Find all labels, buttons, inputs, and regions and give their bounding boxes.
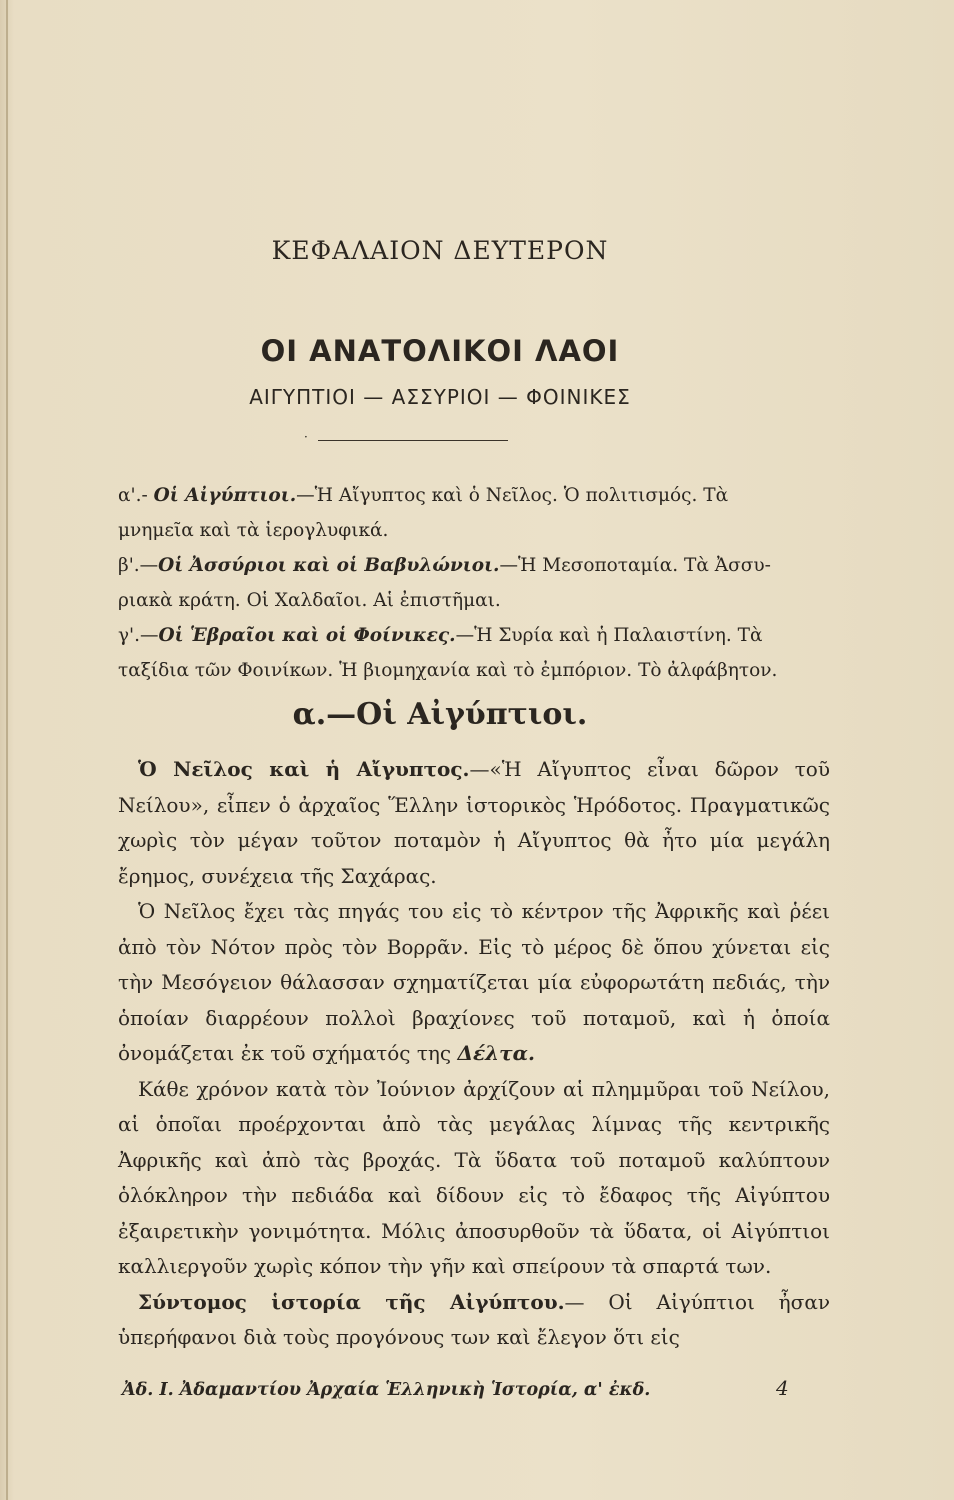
summary-c-text-2: ταξίδια τῶν Φοινίκων. Ἡ βιομηχανία καὶ τὸ ἐμπόριον. Τὸ ἀλφάβητον.: [118, 660, 778, 681]
summary-a-text-1: —Ἡ Αἴγυπτος καὶ ὁ Νεῖλος. Ὁ πολιτισμός. Τὰ: [296, 485, 729, 506]
paragraph-2: [118, 894, 830, 1072]
summary-item-b: [118, 548, 828, 618]
footer-signature: Ἀδ. Ι. Ἀδαμαντίου Ἀρχαία Ἑλληνικὴ Ἱστορία, α' ἐκδ.: [122, 1380, 651, 1400]
paragraph-3: [118, 1072, 830, 1285]
section-heading: α.—Οἱ Αἰγύπτιοι.: [292, 697, 588, 732]
paragraph-1-head: Ὁ Νεῖλος καὶ ἡ Αἴγυπτος.: [138, 757, 470, 781]
paragraph-2-emph: Δέλτα.: [457, 1041, 535, 1065]
paragraph-2-text: Ὁ Νεῖλος ἔχει τὰς πηγάς του εἰς τὸ κέντρον τῆς Ἀφρικῆς καὶ ῥέει ἀπὸ τὸν Νότον πρὸς τὸν Βορρᾶν. Εἰς τὸ μέρος δὲ ὅπου χύνεται εἰς τὴν Μεσόγειον θάλασσαν σχηματίζεται μία εὐφορωτάτη πεδιάς, τὴν ὁποίαν διαρρέουν πολλοὶ βραχίονες τοῦ ποταμοῦ, καὶ ἡ ὁποία ὀνομάζεται ἐκ τοῦ σχήματός της: [118, 899, 830, 1065]
separator-rule: [318, 440, 508, 441]
summary-c-prefix: γ'.—: [118, 625, 159, 646]
summary-item-a: [118, 478, 828, 548]
paragraph-1: [118, 752, 830, 894]
paragraph-3-text: Κάθε χρόνον κατὰ τὸν Ἰούνιον ἀρχίζουν αἱ πλημμῦραι τοῦ Νείλου, αἱ ὁποῖαι προέρχονται ἀπὸ τὰς μεγάλας λίμνας τῆς κεντρικῆς Ἀφρικῆς καὶ ἀπὸ τὰς βροχάς. Τὰ ὕδατα τοῦ ποταμοῦ καλύπτουν ὁλόκληρον τὴν πεδιάδα καὶ δίδουν εἰς τὸ ἔδαφος τῆς Αἰγύπτου ἐξαιρετικὴν γονιμότητα. Μόλις ἀποσυρθοῦν τὰ ὕδατα, οἱ Αἰγύπτιοι καλλιεργοῦν χωρὶς κόπον τὴν γῆν καὶ σπείρουν τὰ σπαρτά των.: [118, 1076, 830, 1278]
chapter-subtitle: ΑΙΓΥΠΤΙΟΙ — ΑΣΣΥΡΙΟΙ — ΦΟΙΝΙΚΕΣ: [249, 385, 631, 409]
chapter-heading: ΚΕΦΑΛΑΙΟΝ ΔΕΥΤΕΡΟΝ: [271, 236, 609, 265]
summary-b-text-1: —Ἡ Μεσοποταμία. Τὰ Ἀσσυ-: [499, 555, 771, 576]
body-text: [118, 752, 830, 1356]
page-gutter: [6, 0, 8, 1500]
summary-b-prefix: β'.—: [118, 555, 159, 576]
summary-a-text-2: μνημεῖα καὶ τὰ ἱερογλυφικά.: [118, 520, 389, 541]
summary-a-head: Οἱ Αἰγύπτιοι.: [153, 485, 297, 506]
summary-b-head: Οἱ Ἀσσύριοι καὶ οἱ Βαβυλώνιοι.: [158, 555, 500, 576]
page-number: 4: [776, 1376, 789, 1400]
paragraph-4-text: — Οἱ Αἰγύπτιοι ἦσαν ὑπερήφανοι διὰ τοὺς προγόνους των καὶ ἔλεγον ὅτι εἰς: [118, 1289, 830, 1349]
summary-item-c: [118, 618, 828, 688]
summary-b-text-2: ριακὰ κράτη. Οἱ Χαλδαῖοι. Αἱ ἐπιστῆμαι.: [118, 590, 501, 611]
chapter-summary: [118, 478, 828, 688]
paragraph-4-head: Σύντομος ἱστορία τῆς Αἰγύπτου.: [138, 1289, 565, 1314]
paragraph-4: [118, 1285, 830, 1356]
ornament-mark: ·: [304, 430, 308, 444]
paragraph-1-text: —«Ἡ Αἴγυπτος εἶναι δῶρον τοῦ Νείλου», εἶπεν ὁ ἀρχαῖος Ἕλλην ἱστορικὸς Ἡρόδοτος. Πραγματικῶς χωρὶς τὸν μέγαν τοῦτον ποταμὸν ἡ Αἴγυπτος θὰ ἦτο μία μεγάλη ἔρημος, συνέχεια τῆς Σαχάρας.: [118, 757, 831, 888]
summary-c-head: Οἱ Ἑβραῖοι καὶ οἱ Φοίνικες.: [158, 625, 456, 646]
summary-c-text-1: —Ἡ Συρία καὶ ἡ Παλαιστίνη. Τὰ: [455, 625, 763, 646]
summary-a-prefix: α'.-: [118, 485, 154, 506]
chapter-title: ΟΙ ΑΝΑΤΟΛΙΚΟΙ ΛΑΟΙ: [260, 334, 620, 368]
